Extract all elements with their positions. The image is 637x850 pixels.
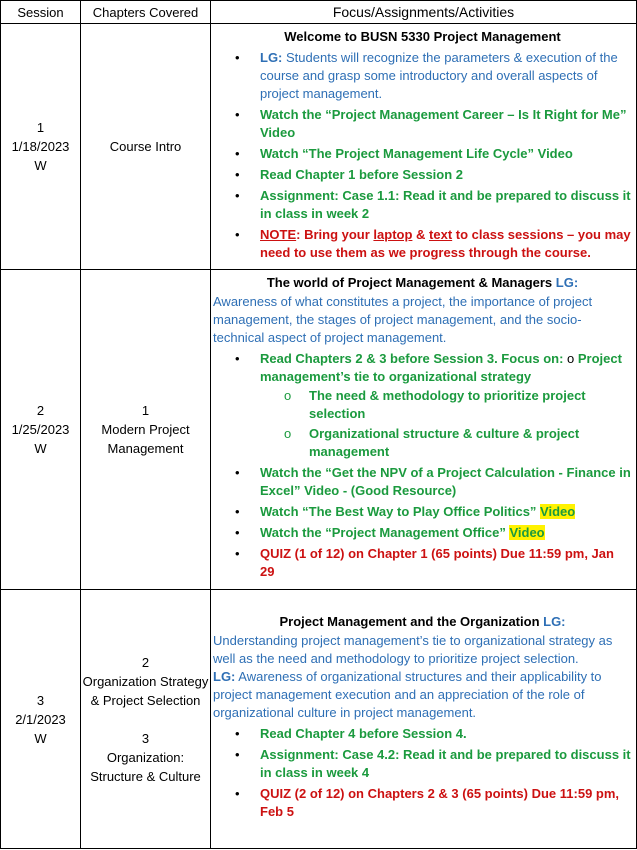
lg-text: Understanding project management’s tie to organizational strategy as well as the need and methodology to prioritize project selection.	[213, 633, 613, 666]
list-item: • Assignment: Case 1.1: Read it and be prepared to discuss it in class in week 2	[213, 187, 632, 223]
header-focus: Focus/Assignments/Activities	[211, 1, 637, 24]
title-text: Project Management and the Organization	[279, 614, 540, 629]
session-cell	[1, 270, 81, 590]
chapter-name: Organization: Structure & Culture	[90, 749, 201, 784]
session-day: W	[34, 441, 47, 456]
lg-text: Students will recognize the parameters & execution of the course and grasp some introductory and overall aspects of project management.	[260, 49, 618, 101]
focus-cell	[211, 24, 637, 270]
lg-text-2	[213, 668, 632, 722]
sub-list	[260, 387, 632, 461]
list-item	[213, 350, 632, 461]
note-amp: &	[412, 226, 430, 242]
session-row-3	[1, 590, 637, 849]
focus-cell	[211, 270, 637, 590]
session-date: 1/18/2023	[11, 139, 70, 154]
list-item: • Read Chapter 1 before Session 2	[213, 166, 632, 184]
header-row	[1, 1, 637, 24]
header-chapters: Chapters Covered	[81, 1, 211, 24]
chapter-name: Organization Strategy & Project Selection	[82, 673, 209, 708]
lg-text: Awareness of what constitutes a project, the importance of project management, the stages of project management, and the socio-technical aspect of project management.	[213, 294, 593, 345]
session-number: 1	[36, 120, 45, 135]
activity-list	[213, 49, 632, 262]
note-item	[213, 226, 632, 262]
session-number: 3	[36, 692, 45, 708]
chapters-cell	[81, 24, 211, 270]
chapter-number: 3	[141, 730, 150, 746]
note-text: : Bring your	[296, 226, 374, 242]
list-item: • Assignment: Case 4.2: Read it and be prepared to discuss it in class in week 4	[213, 746, 632, 782]
activity-list	[213, 350, 632, 581]
chapters-cell	[81, 270, 211, 590]
item-text: Watch “The Best Way to Play Office Politics”	[260, 504, 541, 519]
session-cell	[1, 590, 81, 849]
session-date: 1/25/2023	[11, 422, 70, 437]
session-row-2	[1, 270, 637, 590]
session-row-1	[1, 24, 637, 270]
list-item: • Watch the “Get the NPV of a Project Calculation - Finance in Excel” Video - (Good Resource)	[213, 464, 632, 500]
session-day: W	[34, 730, 47, 746]
bullet-o: o	[567, 351, 575, 366]
list-item: • Watch the “Project Management Career – Is It Right for Me” Video	[213, 106, 632, 142]
title-text: The world of Project Management & Managers	[266, 275, 553, 290]
sub-list-item: o Organizational structure & culture & project management	[260, 425, 632, 461]
learning-goal-item	[213, 49, 632, 103]
lg-label: LG:	[539, 614, 566, 629]
list-item: • Read Chapter 4 before Session 4.	[213, 725, 632, 743]
list-item: • Watch “The Project Management Life Cycle” Video	[213, 145, 632, 163]
item-text: Watch the “Project Management Office”	[260, 525, 510, 540]
lg-label: LG:	[260, 49, 283, 65]
session-day: W	[34, 158, 47, 173]
session-number: 2	[36, 403, 45, 418]
video-link[interactable]: Video	[509, 525, 545, 540]
note-text-book: text	[429, 226, 453, 242]
sub-list-item: o The need & methodology to prioritize project selection	[260, 387, 632, 423]
activity-list	[213, 725, 632, 821]
read-item-tail: Project management’s tie to organizational strategy	[260, 351, 622, 384]
quiz-item: • QUIZ (2 of 12) on Chapters 2 & 3 (65 points) Due 11:59 pm, Feb 5	[213, 785, 632, 821]
chapter-name: Modern Project Management	[101, 422, 190, 456]
list-item	[213, 503, 632, 521]
session-cell	[1, 24, 81, 270]
spacer	[82, 710, 209, 729]
chapter-number: 1	[141, 403, 150, 418]
session-title	[213, 613, 632, 631]
list-item	[213, 524, 632, 542]
chapter-name: Course Intro	[109, 139, 182, 154]
note-tail: to class sessions – you may need to use them as we progress through the course.	[260, 226, 631, 260]
note-laptop: laptop	[373, 226, 413, 242]
read-item-text: Read Chapters 2 & 3 before Session 3. Focus on:	[260, 351, 568, 366]
session-date: 2/1/2023	[15, 711, 66, 727]
header-session: Session	[1, 1, 81, 24]
video-link[interactable]: Video	[540, 504, 576, 519]
chapters-cell	[81, 590, 211, 849]
chapter-number: 2	[141, 654, 150, 670]
focus-cell	[211, 590, 637, 849]
lg-text: Awareness of organizational structures and their applicability to project management execution and an appreciation of the role of organizational culture in project management.	[213, 669, 602, 720]
lg-label: LG:	[552, 275, 579, 290]
note-label: NOTE	[260, 226, 297, 242]
lg-label: LG:	[213, 669, 236, 684]
session-title: Welcome to BUSN 5330 Project Management	[284, 28, 561, 44]
quiz-item: • QUIZ (1 of 12) on Chapter 1 (65 points) Due 11:59 pm, Jan 29	[213, 545, 632, 581]
session-title	[213, 274, 632, 292]
